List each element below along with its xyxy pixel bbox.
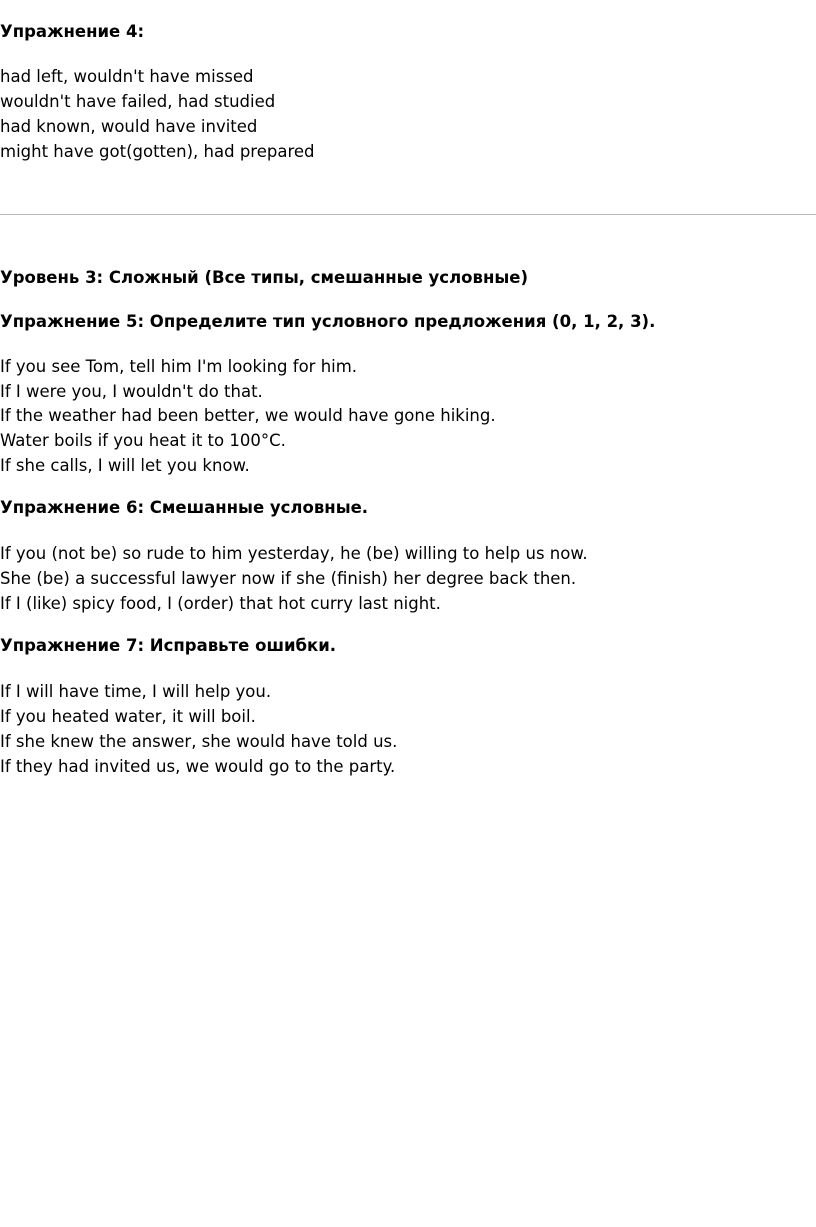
- exercise-7-line: If I will have time, I will help you.: [0, 682, 272, 701]
- exercise-5-line: If you see Tom, tell him I'm looking for him.: [0, 357, 358, 376]
- exercise-4-line: might have got(gotten), had prepared: [0, 142, 315, 161]
- exercise-5-line: If she calls, I will let you know.: [0, 456, 250, 475]
- exercise-7-line: If you heated water, it will boil.: [0, 707, 256, 726]
- section-divider: [0, 214, 816, 215]
- exercise-7-heading: Упражнение 7: Исправьте ошибки.: [0, 636, 337, 655]
- exercise-7-line: If she knew the answer, she would have told us.: [0, 732, 398, 751]
- exercise-5-line: If the weather had been better, we would have gone hiking.: [0, 406, 496, 425]
- exercise-5-heading: Упражнение 5: Определите тип условного предложения (0, 1, 2, 3).: [0, 312, 656, 331]
- exercise-4-line: wouldn't have failed, had studied: [0, 92, 276, 111]
- exercise-6-line: If you (not be) so rude to him yesterday, he (be) willing to help us now.: [0, 544, 588, 563]
- exercise-4-heading: Упражнение 4:: [0, 22, 145, 41]
- exercise-6-heading: Упражнение 6: Смешанные условные.: [0, 498, 369, 517]
- exercise-4-line: had known, would have invited: [0, 117, 258, 136]
- level-3-heading: Уровень 3: Сложный (Все типы, смешанные условные): [0, 268, 528, 287]
- exercise-4-line: had left, wouldn't have missed: [0, 67, 254, 86]
- exercise-7-line: If they had invited us, we would go to the party.: [0, 757, 396, 776]
- exercise-5-line: If I were you, I wouldn't do that.: [0, 382, 263, 401]
- exercise-6-line: She (be) a successful lawyer now if she (finish) her degree back then.: [0, 569, 577, 588]
- exercise-5-line: Water boils if you heat it to 100°C.: [0, 431, 286, 450]
- exercise-6-line: If I (like) spicy food, I (order) that hot curry last night.: [0, 594, 441, 613]
